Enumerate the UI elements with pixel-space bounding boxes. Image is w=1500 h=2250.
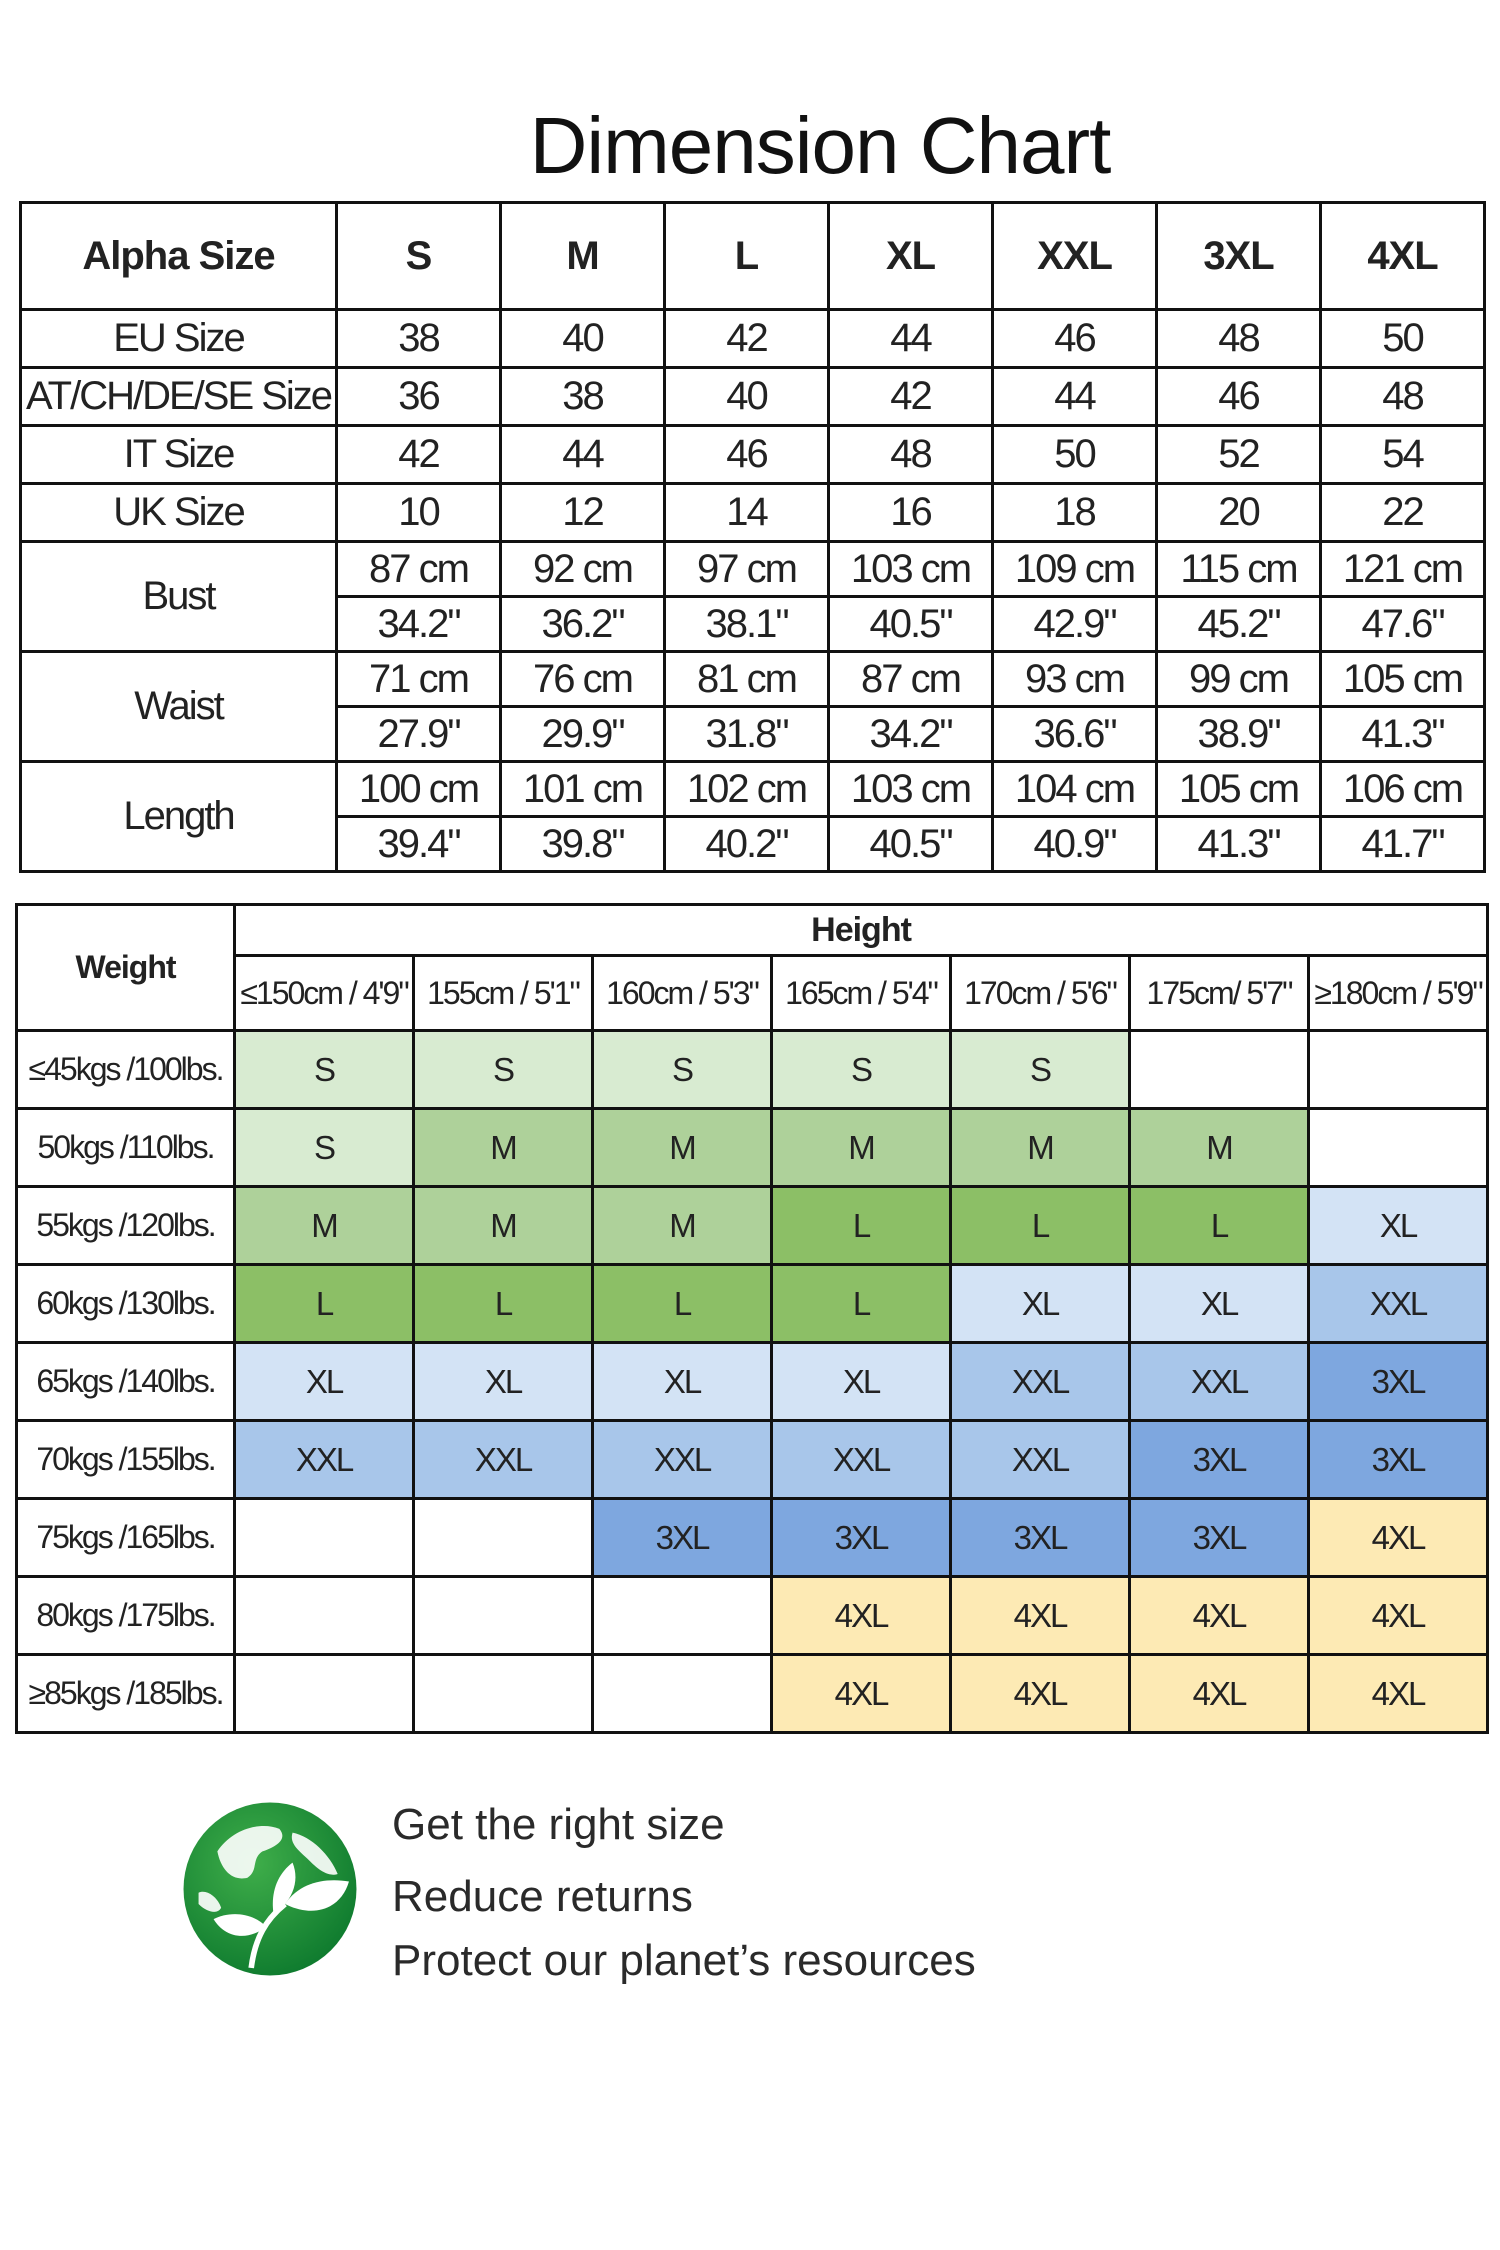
size-conversion-row	[21, 426, 1485, 484]
height-column-header: 160cm / 5'3"	[593, 956, 772, 1031]
measurement-cm-cell: 87 cm	[829, 652, 993, 707]
recommended-size-cell: M	[772, 1109, 951, 1187]
recommended-size-cell: 4XL	[1130, 1655, 1309, 1733]
recommended-size-cell	[593, 1655, 772, 1733]
weight-row	[17, 1343, 1488, 1421]
recommended-size-cell: XXL	[235, 1421, 414, 1499]
recommended-size-cell	[235, 1655, 414, 1733]
recommended-size-cell: S	[951, 1031, 1130, 1109]
weight-row	[17, 1655, 1488, 1733]
table-cell: 50	[1321, 310, 1485, 368]
measurement-inch-cell: 41.7"	[1321, 817, 1485, 872]
measurement-cm-cell: 121 cm	[1321, 542, 1485, 597]
measurement-inch-cell: 42.9"	[993, 597, 1157, 652]
recommended-size-cell: S	[772, 1031, 951, 1109]
size-header: 4XL	[1321, 203, 1485, 310]
recommended-size-cell: XXL	[414, 1421, 593, 1499]
measurement-label: Bust	[21, 542, 337, 652]
height-column-header: 155cm / 5'1"	[414, 956, 593, 1031]
tagline-reduce-returns: Reduce returns	[392, 1872, 693, 1921]
recommended-size-cell: XL	[951, 1265, 1130, 1343]
measurement-cm-cell: 92 cm	[501, 542, 665, 597]
recommended-size-cell: L	[772, 1187, 951, 1265]
recommended-size-cell: XXL	[593, 1421, 772, 1499]
measurement-cm-row	[21, 762, 1485, 817]
recommended-size-cell: XXL	[951, 1421, 1130, 1499]
measurement-cm-cell: 99 cm	[1157, 652, 1321, 707]
table-cell: 42	[829, 368, 993, 426]
table-cell: 42	[337, 426, 501, 484]
weight-label: 65kgs /140lbs.	[17, 1343, 235, 1421]
measurement-inch-cell: 36.6"	[993, 707, 1157, 762]
measurement-cm-cell: 105 cm	[1321, 652, 1485, 707]
recommended-size-cell: M	[593, 1187, 772, 1265]
measurement-cm-row	[21, 652, 1485, 707]
weight-row	[17, 1265, 1488, 1343]
table-cell: 10	[337, 484, 501, 542]
table-cell: 46	[993, 310, 1157, 368]
weight-row	[17, 1031, 1488, 1109]
table-cell: 44	[501, 426, 665, 484]
table-cell: 48	[1321, 368, 1485, 426]
dimension-table	[19, 201, 1486, 873]
weight-row	[17, 1577, 1488, 1655]
table-cell: 46	[1157, 368, 1321, 426]
table-cell: 12	[501, 484, 665, 542]
table-cell: 40	[501, 310, 665, 368]
recommended-size-cell: 3XL	[593, 1499, 772, 1577]
weight-label: 50kgs /110lbs.	[17, 1109, 235, 1187]
weight-label: 55kgs /120lbs.	[17, 1187, 235, 1265]
measurement-label: Length	[21, 762, 337, 872]
table-cell: 38	[501, 368, 665, 426]
recommended-size-cell: L	[414, 1265, 593, 1343]
measurement-cm-cell: 93 cm	[993, 652, 1157, 707]
recommended-size-cell	[1309, 1109, 1488, 1187]
measurement-cm-cell: 87 cm	[337, 542, 501, 597]
recommended-size-cell: XXL	[1309, 1265, 1488, 1343]
recommended-size-cell: S	[235, 1109, 414, 1187]
table-cell: 42	[665, 310, 829, 368]
measurement-inch-cell: 29.9"	[501, 707, 665, 762]
recommended-size-cell: XL	[235, 1343, 414, 1421]
measurement-cm-cell: 103 cm	[829, 542, 993, 597]
size-header: XXL	[993, 203, 1157, 310]
table-cell: 38	[337, 310, 501, 368]
row-label: EU Size	[21, 310, 337, 368]
recommended-size-cell: 4XL	[1309, 1655, 1488, 1733]
weight-height-table	[15, 903, 1489, 1734]
recommended-size-cell: 4XL	[772, 1577, 951, 1655]
recommended-size-cell: 4XL	[1309, 1499, 1488, 1577]
size-conversion-row	[21, 368, 1485, 426]
table-cell: 40	[665, 368, 829, 426]
weight-label: 80kgs /175lbs.	[17, 1577, 235, 1655]
table-cell: 18	[993, 484, 1157, 542]
recommended-size-cell	[235, 1499, 414, 1577]
recommended-size-cell	[235, 1577, 414, 1655]
height-column-header: 165cm / 5'4"	[772, 956, 951, 1031]
recommended-size-cell: S	[593, 1031, 772, 1109]
size-header: S	[337, 203, 501, 310]
row-label: UK Size	[21, 484, 337, 542]
recommended-size-cell	[1309, 1031, 1488, 1109]
recommended-size-cell: L	[951, 1187, 1130, 1265]
tagline-protect-planet: Protect our planet’s resources	[392, 1936, 976, 1985]
recommended-size-cell: XL	[1130, 1265, 1309, 1343]
tagline-right-size: Get the right size	[392, 1800, 725, 1849]
alpha-size-label: Alpha Size	[21, 203, 337, 310]
table-cell: 36	[337, 368, 501, 426]
table-cell: 46	[665, 426, 829, 484]
size-conversion-row	[21, 484, 1485, 542]
height-column-header: ≤150cm / 4'9"	[235, 956, 414, 1031]
recommended-size-cell: M	[235, 1187, 414, 1265]
table-cell: 14	[665, 484, 829, 542]
recommended-size-cell	[414, 1655, 593, 1733]
weight-row	[17, 1421, 1488, 1499]
measurement-cm-cell: 97 cm	[665, 542, 829, 597]
measurement-inch-cell: 36.2"	[501, 597, 665, 652]
measurement-inch-cell: 31.8"	[665, 707, 829, 762]
measurement-inch-cell: 38.1"	[665, 597, 829, 652]
recommended-size-cell: XXL	[1130, 1343, 1309, 1421]
measurement-cm-cell: 102 cm	[665, 762, 829, 817]
weight-label: ≤45kgs /100lbs.	[17, 1031, 235, 1109]
measurement-inch-cell: 38.9"	[1157, 707, 1321, 762]
row-label: AT/CH/DE/SE Size	[21, 368, 337, 426]
table-cell: 50	[993, 426, 1157, 484]
measurement-cm-cell: 76 cm	[501, 652, 665, 707]
measurement-inch-cell: 39.8"	[501, 817, 665, 872]
measurement-label: Waist	[21, 652, 337, 762]
recommended-size-cell: XL	[593, 1343, 772, 1421]
recommended-size-cell: 4XL	[1130, 1577, 1309, 1655]
recommended-size-cell: 4XL	[951, 1655, 1130, 1733]
measurement-cm-cell: 103 cm	[829, 762, 993, 817]
size-header: 3XL	[1157, 203, 1321, 310]
recommended-size-cell: 3XL	[772, 1499, 951, 1577]
recommended-size-cell: L	[235, 1265, 414, 1343]
recommended-size-cell: M	[951, 1109, 1130, 1187]
weight-row	[17, 1499, 1488, 1577]
measurement-inch-cell: 40.9"	[993, 817, 1157, 872]
recommended-size-cell: XXL	[772, 1421, 951, 1499]
recommended-size-cell	[1130, 1031, 1309, 1109]
recommended-size-cell: 3XL	[1130, 1421, 1309, 1499]
measurement-inch-cell: 40.2"	[665, 817, 829, 872]
recommended-size-cell: XL	[1309, 1187, 1488, 1265]
measurement-cm-cell: 100 cm	[337, 762, 501, 817]
measurement-cm-cell: 115 cm	[1157, 542, 1321, 597]
table-cell: 44	[993, 368, 1157, 426]
recommended-size-cell: 3XL	[1309, 1421, 1488, 1499]
measurement-cm-cell: 109 cm	[993, 542, 1157, 597]
recommended-size-cell: M	[414, 1187, 593, 1265]
recommended-size-cell: L	[1130, 1187, 1309, 1265]
weight-header: Weight	[17, 905, 235, 1031]
page-title: Dimension Chart	[529, 101, 1111, 190]
recommended-size-cell: S	[414, 1031, 593, 1109]
size-conversion-row	[21, 310, 1485, 368]
measurement-inch-cell: 45.2"	[1157, 597, 1321, 652]
recommended-size-cell: M	[593, 1109, 772, 1187]
table-cell: 48	[829, 426, 993, 484]
weight-label: 70kgs /155lbs.	[17, 1421, 235, 1499]
recommended-size-cell: 3XL	[1309, 1343, 1488, 1421]
measurement-inch-cell: 39.4"	[337, 817, 501, 872]
measurement-inch-cell: 41.3"	[1321, 707, 1485, 762]
recommended-size-cell: 3XL	[951, 1499, 1130, 1577]
measurement-cm-cell: 71 cm	[337, 652, 501, 707]
size-header: XL	[829, 203, 993, 310]
height-values-row	[17, 956, 1488, 1031]
recommended-size-cell: 4XL	[772, 1655, 951, 1733]
measurement-inch-cell: 41.3"	[1157, 817, 1321, 872]
measurement-cm-cell: 106 cm	[1321, 762, 1485, 817]
measurement-inch-cell: 27.9"	[337, 707, 501, 762]
measurement-cm-cell: 101 cm	[501, 762, 665, 817]
weight-label: 60kgs /130lbs.	[17, 1265, 235, 1343]
table-cell: 54	[1321, 426, 1485, 484]
recommended-size-cell: XL	[414, 1343, 593, 1421]
recommended-size-cell: XL	[772, 1343, 951, 1421]
weight-label: 75kgs /165lbs.	[17, 1499, 235, 1577]
measurement-cm-row	[21, 542, 1485, 597]
recommended-size-cell: 4XL	[1309, 1577, 1488, 1655]
height-column-header: 170cm / 5'6"	[951, 956, 1130, 1031]
green-globe-leaf-icon	[176, 1795, 364, 1983]
recommended-size-cell: 4XL	[951, 1577, 1130, 1655]
measurement-cm-cell: 104 cm	[993, 762, 1157, 817]
recommended-size-cell: L	[593, 1265, 772, 1343]
height-title-row	[17, 905, 1488, 956]
weight-row	[17, 1109, 1488, 1187]
recommended-size-cell	[414, 1499, 593, 1577]
measurement-inch-cell: 47.6"	[1321, 597, 1485, 652]
table-cell: 48	[1157, 310, 1321, 368]
recommended-size-cell: L	[772, 1265, 951, 1343]
weight-label: ≥85kgs /185lbs.	[17, 1655, 235, 1733]
measurement-inch-cell: 34.2"	[829, 707, 993, 762]
recommended-size-cell: M	[414, 1109, 593, 1187]
recommended-size-cell: 3XL	[1130, 1499, 1309, 1577]
measurement-cm-cell: 81 cm	[665, 652, 829, 707]
size-header: L	[665, 203, 829, 310]
table-cell: 16	[829, 484, 993, 542]
measurement-cm-cell: 105 cm	[1157, 762, 1321, 817]
recommended-size-cell: S	[235, 1031, 414, 1109]
recommended-size-cell: M	[1130, 1109, 1309, 1187]
table-cell: 52	[1157, 426, 1321, 484]
table-cell: 44	[829, 310, 993, 368]
measurement-inch-cell: 40.5"	[829, 597, 993, 652]
height-header: Height	[235, 905, 1488, 956]
row-label: IT Size	[21, 426, 337, 484]
recommended-size-cell	[414, 1577, 593, 1655]
recommended-size-cell: XXL	[951, 1343, 1130, 1421]
measurement-inch-cell: 34.2"	[337, 597, 501, 652]
weight-row	[17, 1187, 1488, 1265]
recommended-size-cell	[593, 1577, 772, 1655]
measurement-inch-cell: 40.5"	[829, 817, 993, 872]
table-cell: 22	[1321, 484, 1485, 542]
height-column-header: 175cm/ 5'7"	[1130, 956, 1309, 1031]
size-header: M	[501, 203, 665, 310]
table-cell: 20	[1157, 484, 1321, 542]
height-column-header: ≥180cm / 5'9"	[1309, 956, 1488, 1031]
alpha-size-row	[21, 203, 1485, 310]
